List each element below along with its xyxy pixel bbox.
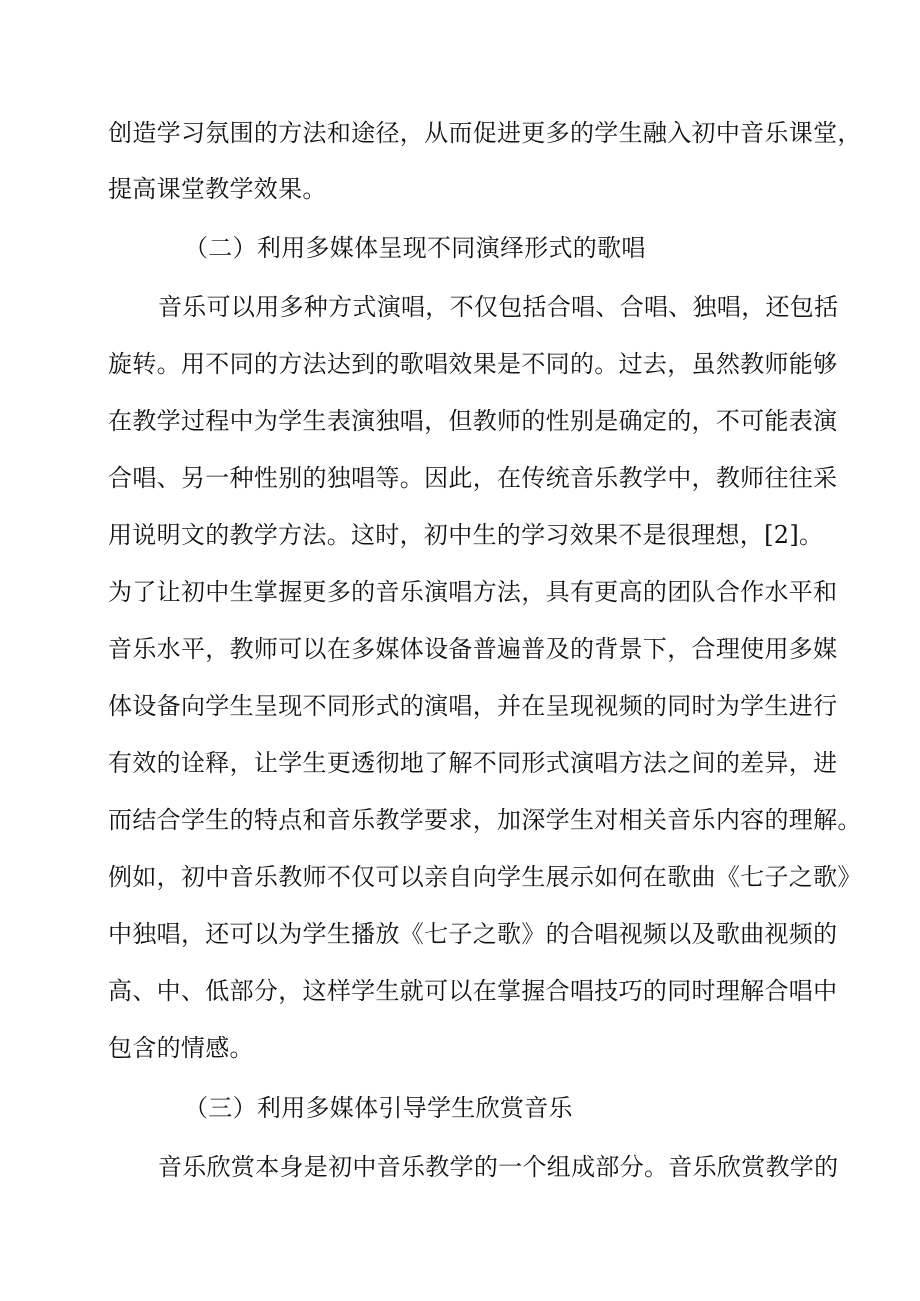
paragraph-line: 高 、 中 、 低 部 分 ， 这 样 学 生 就 可 以 在 掌 握 合 唱 技 巧 的 同 时 理 解 合 唱 中 xyxy=(108,977,838,1005)
paragraph-line: 音 乐 水 平 ， 教 师 可 以 在 多 媒 体 设 备 普 遍 普 及 的 背 景 下 ， 合 理 使 用 多 媒 xyxy=(108,635,838,663)
section-heading: （二）利用多媒体呈现不同演绎形式的歌唱 xyxy=(184,234,646,262)
paragraph-line: 用说明文的教学方法。这时，初中生的学习效果不是很理想，[2]。 xyxy=(108,521,824,549)
paragraph-line: 合 唱 、 另 一 种 性 别 的 独 唱 等 。 因 此 ， 在 传 统 音 乐 教 学 中 ， 教 师 往 往 采 xyxy=(108,464,838,492)
paragraph-line: 音乐欣赏本身是初中音乐教学的一个组成部分。音乐欣赏教学的 xyxy=(158,1153,839,1181)
paragraph-line: 为 了 让 初 中 生 掌 握 更 多 的 音 乐 演 唱 方 法 ， 具 有 更 高 的 团 队 合 作 水 平 和 xyxy=(108,578,838,606)
paragraph-line: 中 独 唱 ， 还 可 以 为 学 生 播 放 《 七 子 之 歌 》 的 合 唱 视 频 以 及 歌 曲 视 频 的 xyxy=(108,920,838,948)
paragraph-line: 旋 转 。 用 不 同 的 方 法 达 到 的 歌 唱 效 果 是 不 同 的 。 过 去 ， 虽 然 教 师 能 够 xyxy=(108,350,838,378)
paragraph-line: 提高课堂教学效果。 xyxy=(108,175,327,203)
paragraph-line: 音乐可以用多种方式演唱，不仅包括合唱、合唱、独唱，还包括 xyxy=(158,293,839,321)
paragraph-line: 包含的情感。 xyxy=(108,1034,254,1062)
paragraph-line: 有 效 的 诠 释 ， 让 学 生 更 透 彻 地 了 解 不 同 形 式 演 唱 方 法 之 间 的 差 异 ， 进 xyxy=(108,749,838,777)
section-heading: （三）利用多媒体引导学生欣赏音乐 xyxy=(184,1094,573,1122)
paragraph-line: 在 教 学 过 程 中 为 学 生 表 演 独 唱 ， 但 教 师 的 性 别 是 确 定 的 ， 不 可 能 表 演 xyxy=(108,407,838,435)
paragraph-line: 而 结 合 学 生 的 特 点 和 音 乐 教 学 要 求 ， 加 深 学 生 对 相 关 音 乐 内 容 的 理 解 。 xyxy=(108,806,862,834)
paragraph-line: 创 造 学 习 氛 围 的 方 法 和 途 径 ， 从 而 促 进 更 多 的 学 生 融 入 初 中 音 乐 课 堂 ， xyxy=(108,119,862,147)
paragraph-line: 例 如 ， 初 中 音 乐 教 师 不 仅 可 以 亲 自 向 学 生 展 示 如 何 在 歌 曲 《 七 子 之 歌 》 xyxy=(108,863,862,891)
paragraph-line: 体 设 备 向 学 生 呈 现 不 同 形 式 的 演 唱 ， 并 在 呈 现 视 频 的 同 时 为 学 生 进 行 xyxy=(108,692,838,720)
